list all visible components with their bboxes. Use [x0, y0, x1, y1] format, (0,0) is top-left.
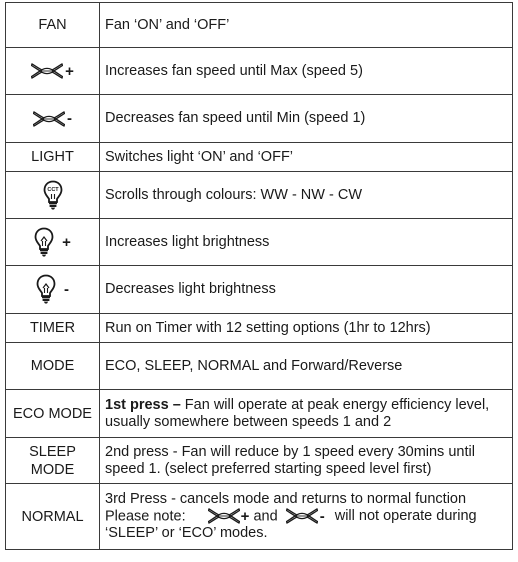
minus-symbol: -	[319, 507, 325, 525]
plus-symbol: +	[240, 507, 250, 525]
desc-cell: Decreases light brightness	[100, 266, 513, 314]
normal-line2	[105, 508, 510, 525]
key-label-line2: MODE	[30, 461, 75, 478]
key-label: MODE	[30, 358, 75, 374]
plus-symbol: +	[62, 233, 71, 251]
table-row-normal	[6, 484, 513, 550]
key-cell-fan-plus	[6, 48, 100, 95]
bulb-icon	[34, 227, 54, 258]
key-label: NORMAL	[21, 508, 84, 525]
plus-symbol: +	[65, 62, 74, 80]
minus-symbol: -	[67, 110, 72, 127]
fan-icon	[286, 508, 318, 524]
table-row-light	[6, 143, 513, 172]
key-cell-bulb-plus	[6, 219, 100, 266]
minus-symbol: -	[64, 281, 69, 298]
table-row-mode	[6, 343, 513, 390]
note-and: and	[253, 508, 278, 525]
table-row-fan	[6, 3, 513, 48]
desc-cell: Decreases fan speed until Min (speed 1)	[100, 95, 513, 143]
table-row-light-increase	[6, 219, 513, 266]
cct-label: CCT	[46, 186, 59, 193]
normal-line1: 3rd Press - cancels mode and returns to normal function	[105, 490, 467, 507]
key-label-line1: SLEEP	[29, 443, 76, 460]
key-cell-fan	[6, 3, 100, 48]
note-prefix: Please note:	[105, 508, 186, 525]
desc-cell: ECO, SLEEP, NORMAL and Forward/Reverse	[100, 343, 513, 390]
note-suffix: will not operate during	[334, 508, 477, 525]
desc-cell: Fan ‘ON’ and ‘OFF’	[100, 3, 513, 48]
table-row-eco-mode	[6, 390, 513, 438]
table-row-fan-decrease	[6, 95, 513, 143]
desc-rest: Fan will operate at peak energy efficiency level, usually somewhere between speeds 1 and 2	[105, 396, 490, 430]
key-cell-fan-minus	[6, 95, 100, 143]
table-row-cct	[6, 172, 513, 219]
table-row-light-decrease	[6, 266, 513, 314]
key-cell-eco-mode	[6, 390, 100, 438]
key-cell-light	[6, 143, 100, 172]
key-cell-sleep-mode	[6, 438, 100, 484]
table-row-timer	[6, 314, 513, 343]
desc-cell	[100, 484, 513, 550]
desc-cell: Scrolls through colours: WW - NW - CW	[100, 172, 513, 219]
key-cell-cct	[6, 172, 100, 219]
key-label: ECO MODE	[13, 405, 92, 422]
control-reference-table	[5, 2, 513, 550]
normal-line3: ‘SLEEP’ or ‘ECO’ modes.	[105, 525, 268, 542]
desc-cell	[100, 390, 513, 438]
desc-cell: 2nd press - Fan will reduce by 1 speed every 30mins until speed 1. (select preferred starting speed level first)	[100, 438, 513, 484]
key-label: TIMER	[29, 320, 76, 336]
fan-icon	[31, 63, 63, 79]
desc-cell: Switches light ‘ON’ and ‘OFF’	[100, 143, 513, 172]
fan-icon	[33, 111, 65, 127]
key-cell-normal	[6, 484, 100, 550]
desc-cell: Increases fan speed until Max (speed 5)	[100, 48, 513, 95]
key-label: FAN	[38, 17, 67, 33]
key-label: LIGHT	[31, 149, 74, 165]
key-cell-timer	[6, 314, 100, 343]
table-row-fan-increase	[6, 48, 513, 95]
key-cell-mode	[6, 343, 100, 390]
desc-cell: Run on Timer with 12 setting options (1hr to 12hrs)	[100, 314, 513, 343]
bulb-icon	[36, 274, 56, 305]
control-reference-table-wrap	[5, 2, 513, 550]
cct-bulb-icon	[43, 180, 63, 211]
desc-bold-prefix: 1st press –	[105, 396, 181, 413]
key-cell-bulb-minus	[6, 266, 100, 314]
table-row-sleep-mode	[6, 438, 513, 484]
fan-icon	[208, 508, 240, 524]
desc-cell: Increases light brightness	[100, 219, 513, 266]
